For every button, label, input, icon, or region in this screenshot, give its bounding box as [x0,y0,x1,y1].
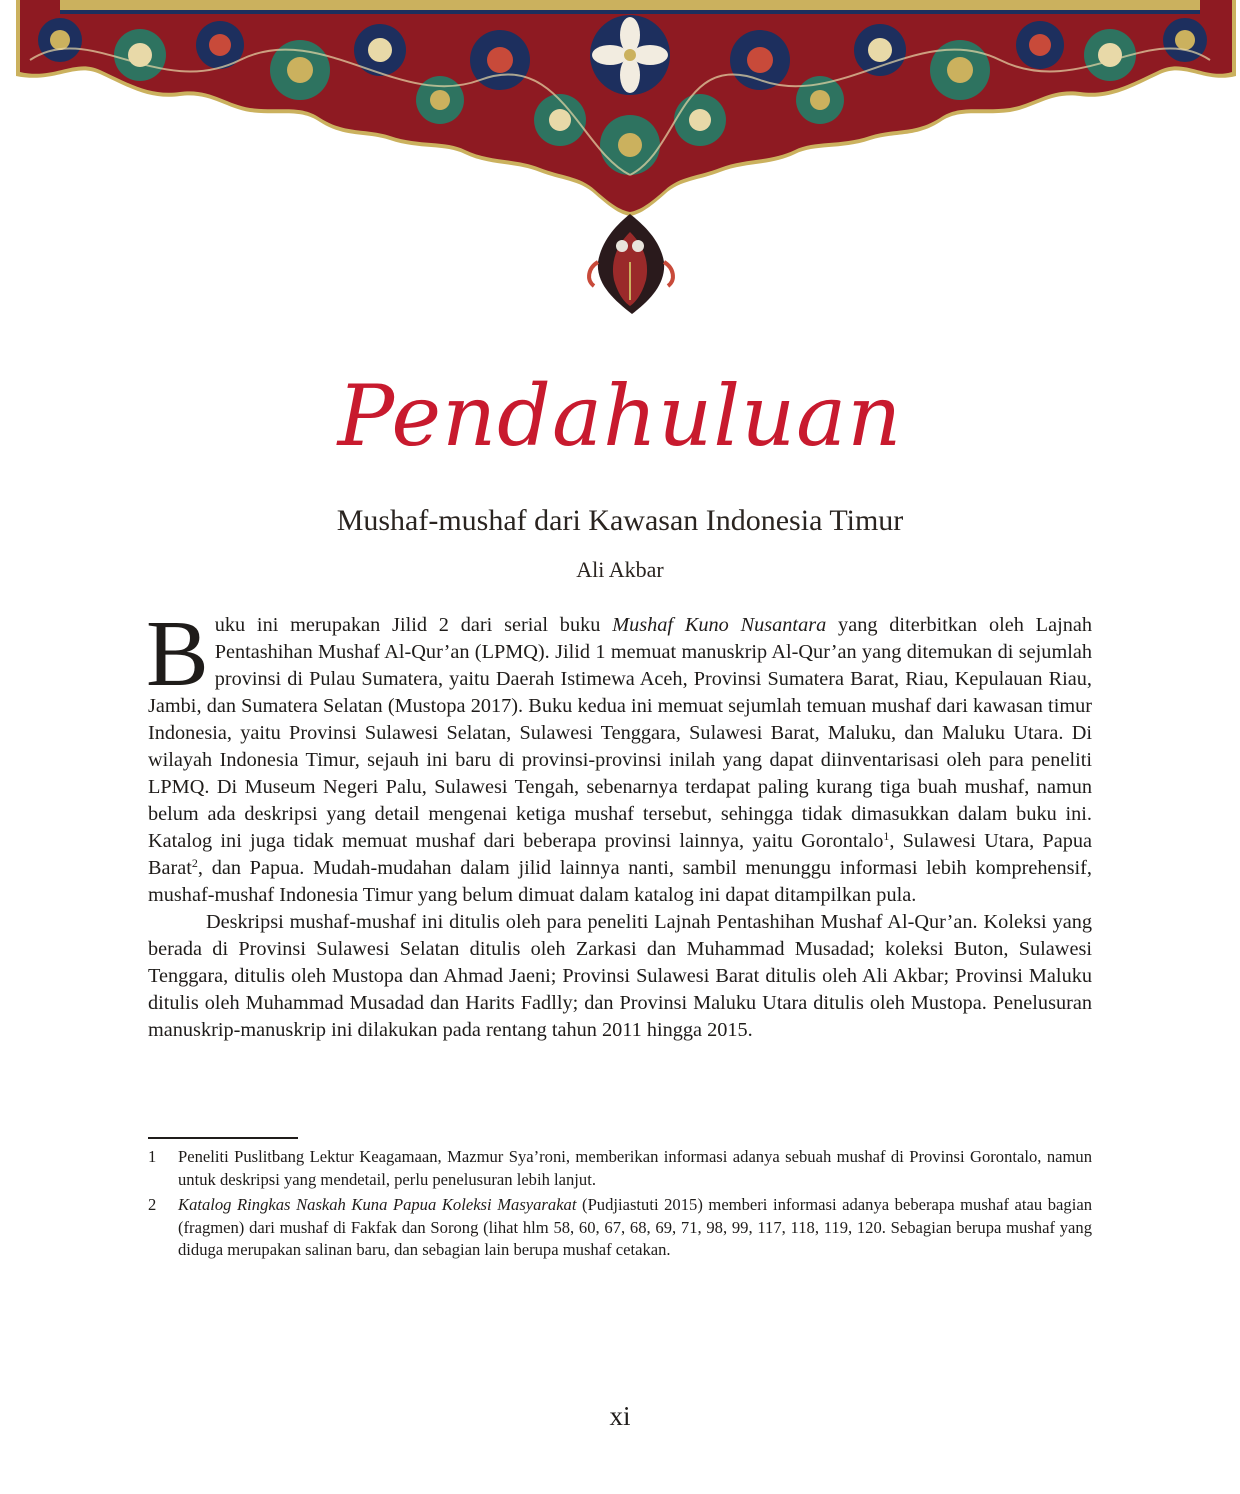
chapter-subtitle: Mushaf-mushaf dari Kawasan Indonesia Timur [336,504,904,537]
pendant-ornament [589,214,673,314]
ornamental-header-illumination [0,0,1240,330]
footnote-2 [148,1194,1092,1262]
footnote-divider [148,1137,298,1139]
paragraph-2: Deskripsi mushaf-mushaf ini ditulis oleh para peneliti Lajnah Pentashihan Mushaf Al-Qur’an. Koleksi yang berada di Provinsi Sulawesi Selatan ditulis oleh Zarkasi dan Muhammad Musadad; koleksi Buton, Sulawesi Tenggara, ditulis oleh Mustopa dan Ahmad Jaeni; Provinsi Sulawesi Barat ditulis oleh Ali Akbar; Provinsi Maluku ditulis oleh Muhammad Musadad dan Harits Fadlly; dan Provinsi Maluku Utara ditulis oleh Mustopa. Penelusuran manuskrip-manuskrip ini dilakukan pada rentang tahun 2011 hingga 2015. [148,911,1092,1041]
paragraph-1-text: uku ini merupakan Jilid 2 dari serial buku [214,614,613,636]
book-title: Mushaf Kuno Nusantara [612,614,827,636]
paragraph-1-text: , dan Papua. Mudah-mudahan dalam jilid lainnya nanti, sambil menunggu informasi lebih komprehensif, mushaf-mushaf Indonesia Timur yang belum dimuat dalam katalog ini dapat ditampilkan pula. [148,857,1092,906]
paragraph-1-text: yang diterbitkan oleh Lajnah Pentashihan Mushaf Al-Qur’an (LPMQ). Jilid 1 memuat manuskrip Al-Qur’an yang ditemukan di sejumlah provinsi di Pulau Sumatera, yaitu Daerah Istimewa Aceh, Provinsi Sumatera Barat, Riau, Kepulauan Riau, Jambi, dan Sumatera Selatan (Mustopa 2017). Buku kedua ini memuat sejumlah temuan mushaf dari kawasan timur Indonesia, yaitu Provinsi Sulawesi Selatan, Sulawesi Tenggara, Sulawesi Barat, Maluku, dan Maluku Utara. Di wilayah Indonesia Timur, sejauh ini baru di provinsi-provinsi inilah yang dapat diinventarisasi oleh para peneliti LPMQ. Di Museum Negeri Palu, Sulawesi Tengah, sebenarnya terdapat paling kurang tiga buah mushaf, namun belum ada deskripsi yang detail mengenai ketiga mushaf tersebut, sehingga tidak dimasukkan dalam buku ini. Katalog ini juga tidak memuat mushaf dari beberapa provinsi lainnya, yaitu Gorontalo [148,614,1092,852]
drop-cap: B [146,602,209,706]
page-number: xi [609,1401,631,1431]
footnote-number: 2 [148,1195,157,1214]
chapter-title: Pendahuluan [337,367,903,465]
paragraph-1 [146,602,1092,909]
footnote-book-title: Katalog Ringkas Naskah Kuna Papua Koleksi Masyarakat [178,1195,577,1214]
paragraph-1-text: , Sulawesi Utara, Papua Barat [148,830,1092,879]
footnote-1 [148,1146,1092,1191]
footnote-text: Peneliti Puslitbang Lektur Keagamaan, Mazmur Sya’roni, memberikan informasi adanya sebuah mushaf di Provinsi Gorontalo, namun untuk deskripsi yang mendetail, perlu penelusuran lebih lanjut. [178,1147,1092,1189]
author-name: Ali Akbar [576,557,664,582]
footnote-text: (Pudjiastuti 2015) memberi informasi adanya beberapa mushaf atau bagian (fragmen) dari mushaf di Fakfak dan Sorong (lihat hlm 58, 60, 67, 68, 69, 71, 98, 99, 117, 118, 119, 120. Sebagian berupa mushaf yang diduga merupakan salinan baru, dan sebagian lain berupa mushaf cetakan. [178,1195,1092,1259]
body-text [146,602,1092,1044]
footnote-ref-1[interactable]: 1 [883,829,890,843]
footnote-ref-2[interactable]: 2 [191,856,198,870]
footnotes [148,1146,1092,1265]
footnote-number: 1 [148,1147,157,1166]
